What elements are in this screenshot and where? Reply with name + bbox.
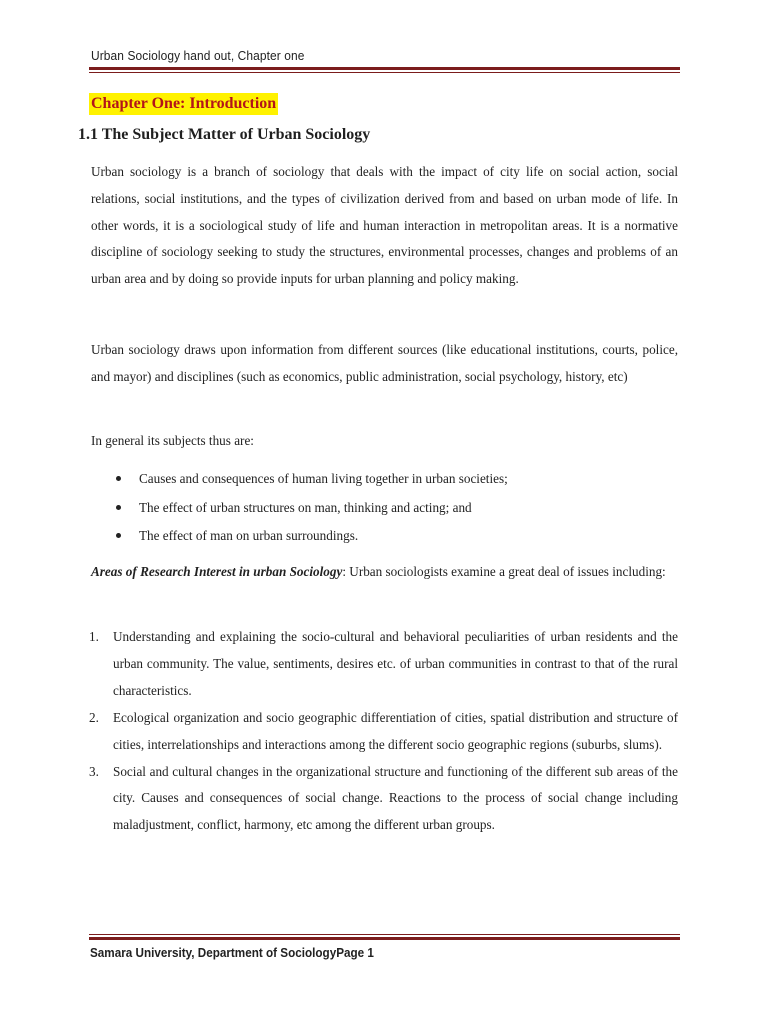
list-item-text: Social and cultural changes in the organizational structure and functioning of the different sub areas of the city. Causes and consequences of social change. Reactions to the process of social change including maladjustment, conflict, harmony, etc among the different urban groups. [113,763,678,833]
footer-rule-thick [89,937,680,940]
areas-text: : Urban sociologists examine a great deal of issues including: [342,564,666,579]
subjects-list [91,465,678,551]
header-rule-thin [89,72,680,73]
list-item [91,465,678,494]
bullet-icon [116,533,121,538]
chapter-title: Chapter One: Introduction [89,93,278,115]
list-item-text: The effect of man on urban surroundings. [139,528,359,543]
list-item [89,705,678,759]
issues-list [89,624,678,839]
subjects-intro: In general its subjects thus are: [91,433,254,448]
list-number: 2. [89,709,99,725]
header-rule-thick [89,67,680,70]
section-title: 1.1 The Subject Matter of Urban Sociology [78,126,371,143]
bullet-icon [116,476,121,481]
bullet-icon [116,505,121,510]
list-item [89,624,678,705]
running-header: Urban Sociology hand out, Chapter one [91,48,305,63]
list-item-text: Causes and consequences of human living together in urban societies; [139,471,508,486]
areas-heading: Areas of Research Interest in urban Sociology [91,564,343,579]
sources-paragraph: Urban sociology draws upon information from different sources (like educational institutions, courts, police, and mayor) and disciplines (such as economics, public administration, social psychology, history, etc) [91,342,678,384]
list-item-text: Understanding and explaining the socio-cultural and behavioral peculiarities of urban residents and the urban community. The value, sentiments, desires etc. of urban communities in contrast to that of the rural characteristics. [113,629,678,698]
intro-paragraph: Urban sociology is a branch of sociology that deals with the impact of city life on social action, social relations, social institutions, and the types of civilization derived from and based on urban mode of life. In other words, it is a sociological study of life and human interaction in metropolitan areas. It is a normative discipline of sociology seeking to study the structures, environmental processes, changes and problems of an urban area and by doing so provide inputs for urban planning and policy making. [91,164,678,287]
list-number: 1. [89,629,99,644]
page-footer: Samara University, Department of SociologyPage 1 [90,945,374,960]
list-item [91,522,678,551]
list-item [91,494,678,523]
list-number: 3. [89,763,99,779]
footer-rule-thin [89,934,680,935]
list-item-text: Ecological organization and socio geographic differentiation of cities, spatial distribution and structure of cities, interrelationships and interactions among the different socio geographic regions (suburbs, slums). [113,709,678,752]
list-item [89,759,678,840]
list-item-text: The effect of urban structures on man, thinking and acting; and [139,499,472,515]
areas-paragraph [91,559,678,586]
